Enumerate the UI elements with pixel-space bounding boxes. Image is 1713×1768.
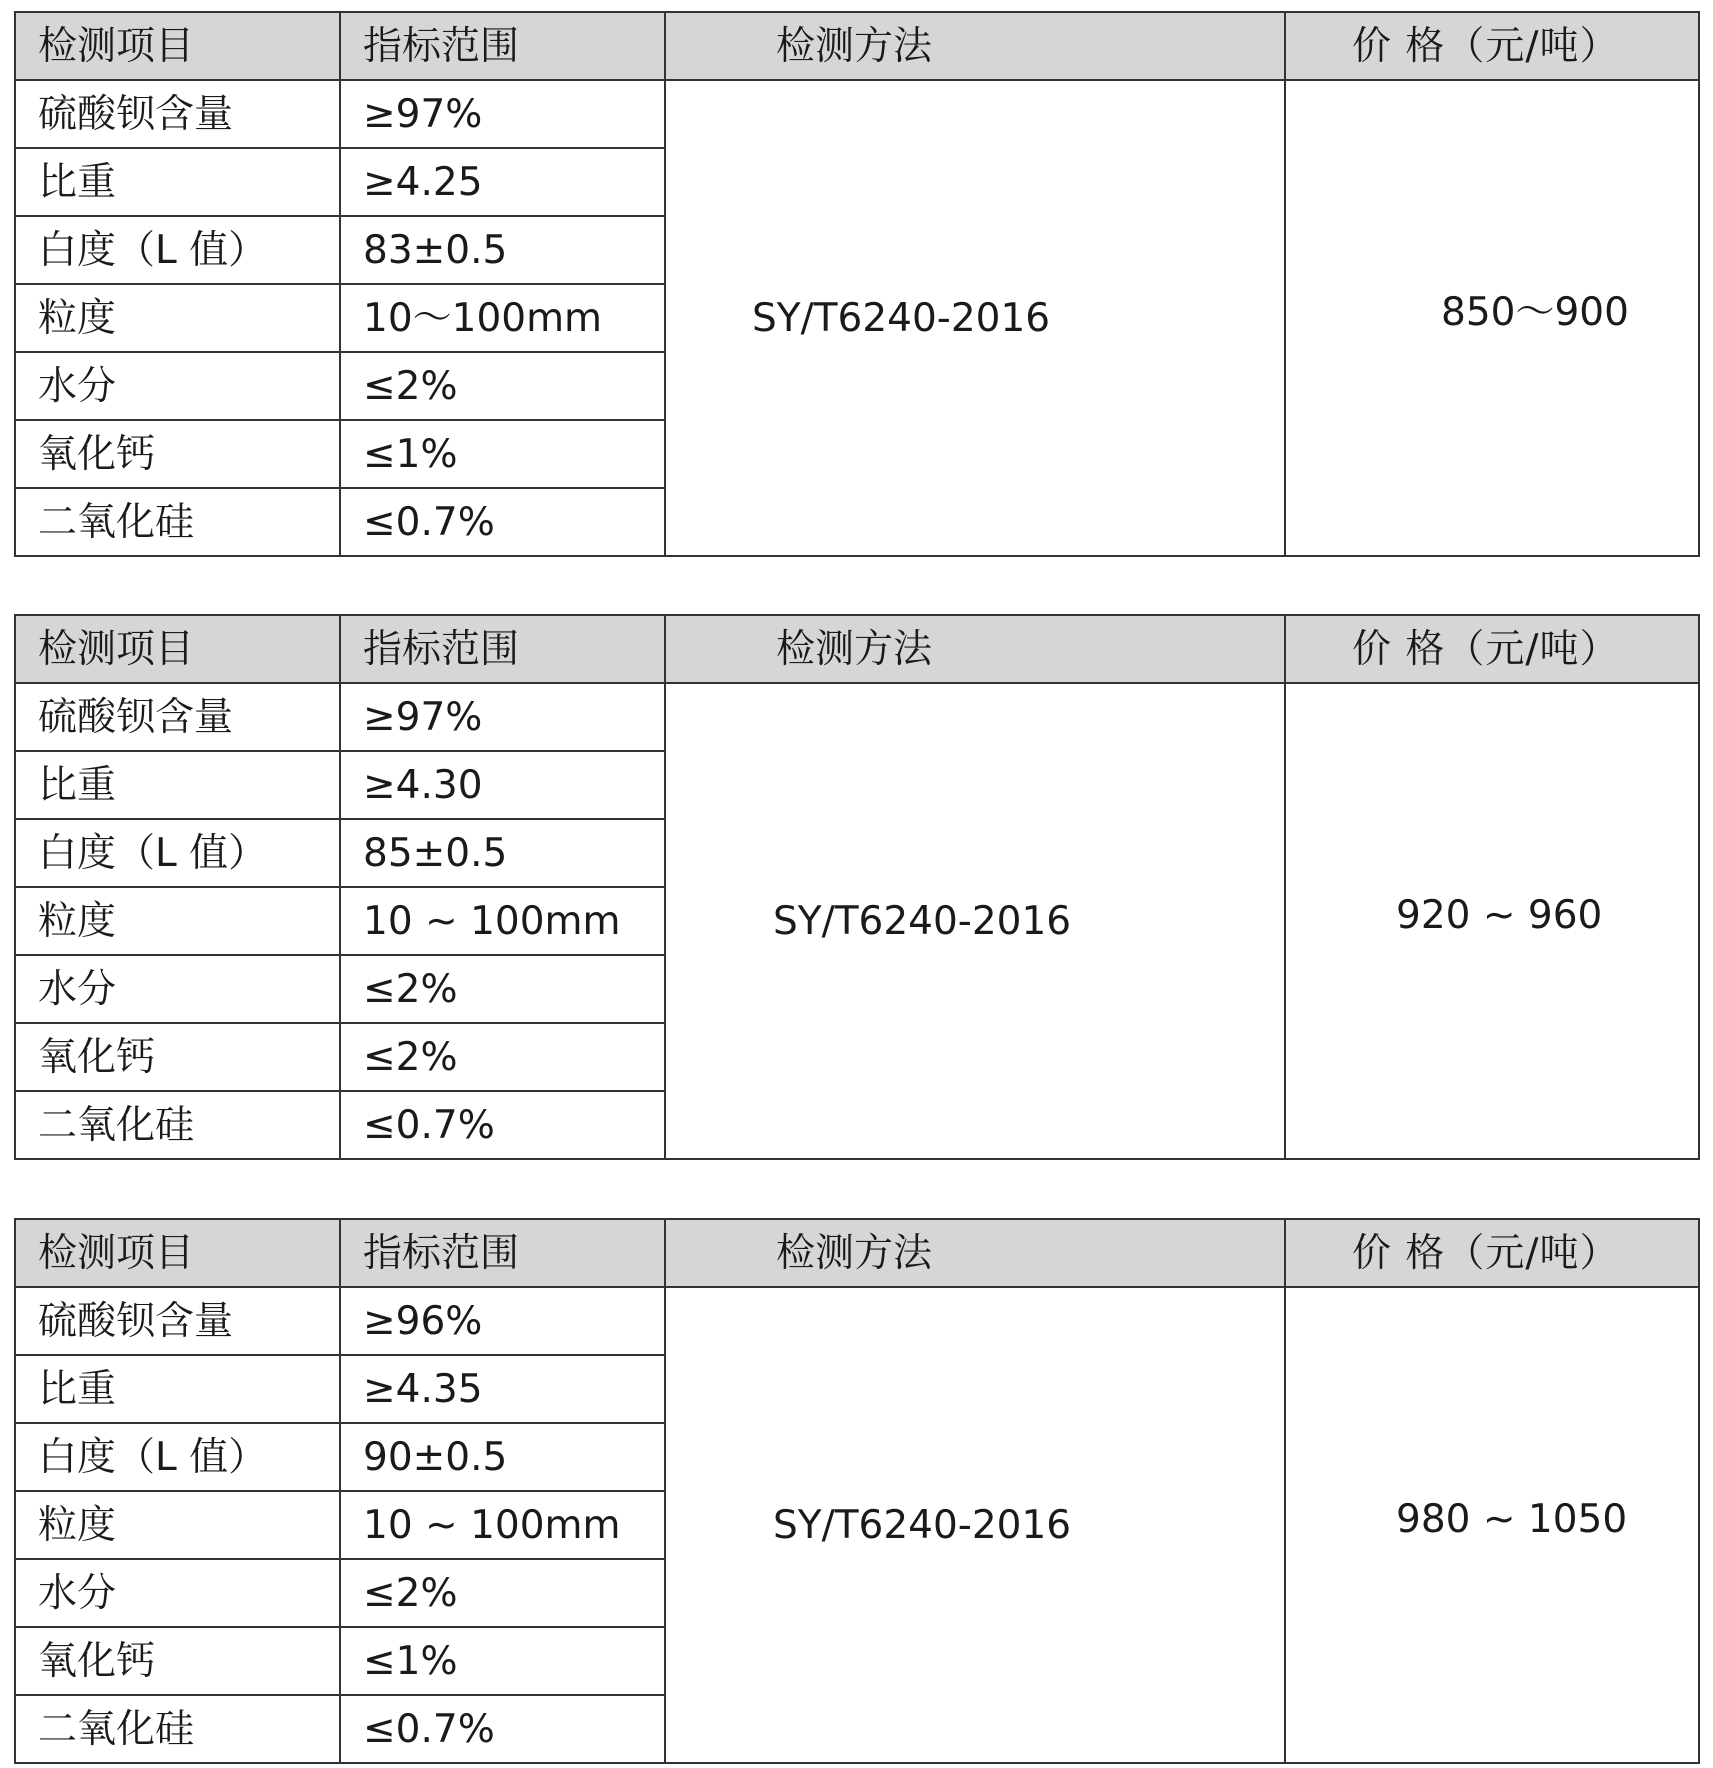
header-test-method: 检测方法: [665, 12, 1285, 80]
cell-item: 二氧化硅: [15, 1695, 340, 1763]
table-header-row: [15, 615, 1699, 683]
cell-item: 水分: [15, 1559, 340, 1627]
cell-price: 850～900: [1285, 80, 1699, 556]
cell-range: ≤1%: [340, 1627, 665, 1695]
spec-table-1: [14, 11, 1700, 557]
cell-item: 水分: [15, 955, 340, 1023]
header-test-item: 检测项目: [15, 12, 340, 80]
cell-item: 比重: [15, 751, 340, 819]
spec-table-3: [14, 1218, 1700, 1764]
cell-item: 硫酸钡含量: [15, 80, 340, 148]
cell-range: ≤0.7%: [340, 1695, 665, 1763]
cell-item: 比重: [15, 1355, 340, 1423]
cell-range: 85±0.5: [340, 819, 665, 887]
cell-range: ≥4.35: [340, 1355, 665, 1423]
cell-range: ≥4.25: [340, 148, 665, 216]
cell-item: 白度（L 值）: [15, 216, 340, 284]
cell-range: ≤2%: [340, 352, 665, 420]
spec-table-2: [14, 614, 1700, 1160]
table-header-row: [15, 12, 1699, 80]
header-price: 价 格（元/吨）: [1285, 615, 1699, 683]
cell-item: 氧化钙: [15, 1627, 340, 1695]
cell-range: ≤0.7%: [340, 488, 665, 556]
cell-item: 粒度: [15, 887, 340, 955]
cell-item: 氧化钙: [15, 1023, 340, 1091]
cell-range: ≥4.30: [340, 751, 665, 819]
cell-item: 粒度: [15, 1491, 340, 1559]
cell-price: 920 ~ 960: [1285, 683, 1699, 1159]
cell-range: ≥96%: [340, 1287, 665, 1355]
header-test-method: 检测方法: [665, 615, 1285, 683]
cell-item: 粒度: [15, 284, 340, 352]
table-row: [15, 80, 1699, 148]
cell-range: ≤0.7%: [340, 1091, 665, 1159]
header-test-item: 检测项目: [15, 1219, 340, 1287]
cell-range: ≥97%: [340, 80, 665, 148]
cell-item: 白度（L 值）: [15, 1423, 340, 1491]
cell-item: 二氧化硅: [15, 488, 340, 556]
cell-method: SY/T6240-2016: [665, 1287, 1285, 1763]
header-index-range: 指标范围: [340, 615, 665, 683]
cell-range: ≤2%: [340, 1023, 665, 1091]
cell-range: ≥97%: [340, 683, 665, 751]
cell-item: 硫酸钡含量: [15, 1287, 340, 1355]
cell-range: 10 ~ 100mm: [340, 1491, 665, 1559]
cell-range: 10 ~ 100mm: [340, 887, 665, 955]
header-index-range: 指标范围: [340, 1219, 665, 1287]
cell-range: 83±0.5: [340, 216, 665, 284]
table-header-row: [15, 1219, 1699, 1287]
header-test-item: 检测项目: [15, 615, 340, 683]
cell-range: ≤2%: [340, 955, 665, 1023]
cell-item: 白度（L 值）: [15, 819, 340, 887]
cell-method: SY/T6240-2016: [665, 80, 1285, 556]
cell-price: 980 ~ 1050: [1285, 1287, 1699, 1763]
header-price: 价 格（元/吨）: [1285, 12, 1699, 80]
cell-item: 硫酸钡含量: [15, 683, 340, 751]
cell-range: ≤1%: [340, 420, 665, 488]
cell-range: 90±0.5: [340, 1423, 665, 1491]
header-price: 价 格（元/吨）: [1285, 1219, 1699, 1287]
cell-range: ≤2%: [340, 1559, 665, 1627]
cell-method: SY/T6240-2016: [665, 683, 1285, 1159]
header-test-method: 检测方法: [665, 1219, 1285, 1287]
header-index-range: 指标范围: [340, 12, 665, 80]
cell-item: 水分: [15, 352, 340, 420]
cell-item: 氧化钙: [15, 420, 340, 488]
table-row: [15, 1287, 1699, 1355]
cell-item: 二氧化硅: [15, 1091, 340, 1159]
cell-range: 10～100mm: [340, 284, 665, 352]
cell-item: 比重: [15, 148, 340, 216]
table-row: [15, 683, 1699, 751]
